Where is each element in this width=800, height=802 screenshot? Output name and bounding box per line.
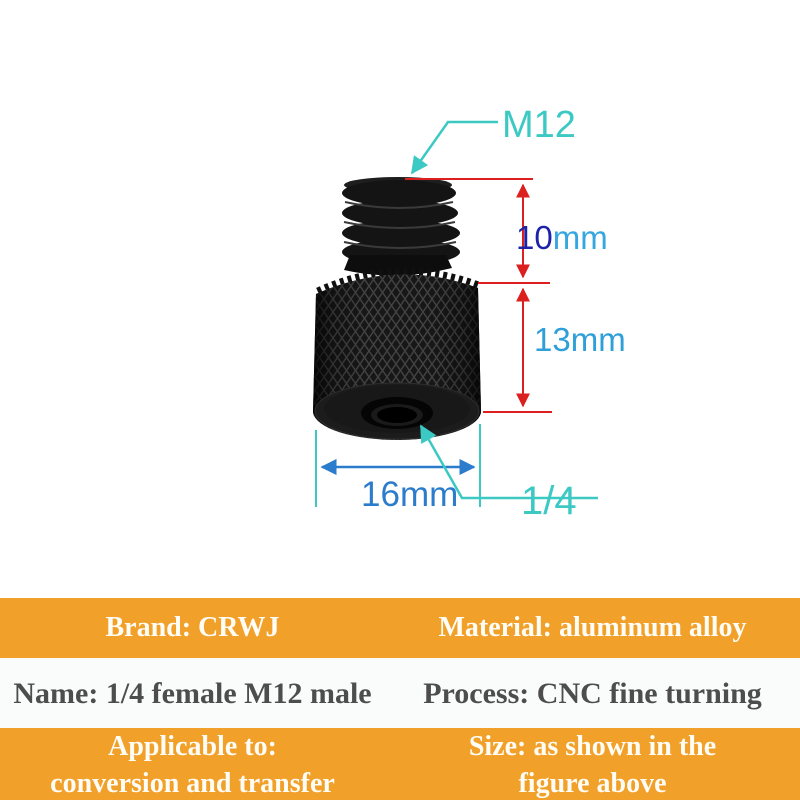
dim-10mm-label: 10mm xyxy=(516,219,608,256)
adapter-illustration xyxy=(313,177,481,440)
dim-13mm-label: 13mm xyxy=(534,321,626,358)
info-row-applicable-size xyxy=(0,728,800,800)
applicable-line-2: conversion and transfer xyxy=(50,768,335,799)
info-row-name-process xyxy=(0,658,800,728)
info-row-brand-material xyxy=(0,598,800,658)
m12-label: M12 xyxy=(502,104,576,146)
m12-callout xyxy=(412,104,576,173)
applicable-line-1: Applicable to: xyxy=(108,731,277,762)
dim-16mm-label: 16mm xyxy=(361,475,459,514)
process-value: Process: CNC fine turning xyxy=(423,676,762,710)
size-value xyxy=(469,728,716,802)
base-face xyxy=(315,383,479,439)
quarter-label: 1/4 xyxy=(521,479,577,523)
brand-value: Brand: CRWJ xyxy=(105,611,280,643)
dim-body-height xyxy=(483,289,626,412)
material-value: Material: aluminum alloy xyxy=(438,611,747,643)
size-line-2: figure above xyxy=(518,768,667,799)
size-line-1: Size: as shown in the xyxy=(468,731,717,762)
name-value: Name: 1/4 female M12 male xyxy=(13,676,372,710)
applicable-value xyxy=(50,728,335,802)
thread-stud xyxy=(342,177,460,276)
